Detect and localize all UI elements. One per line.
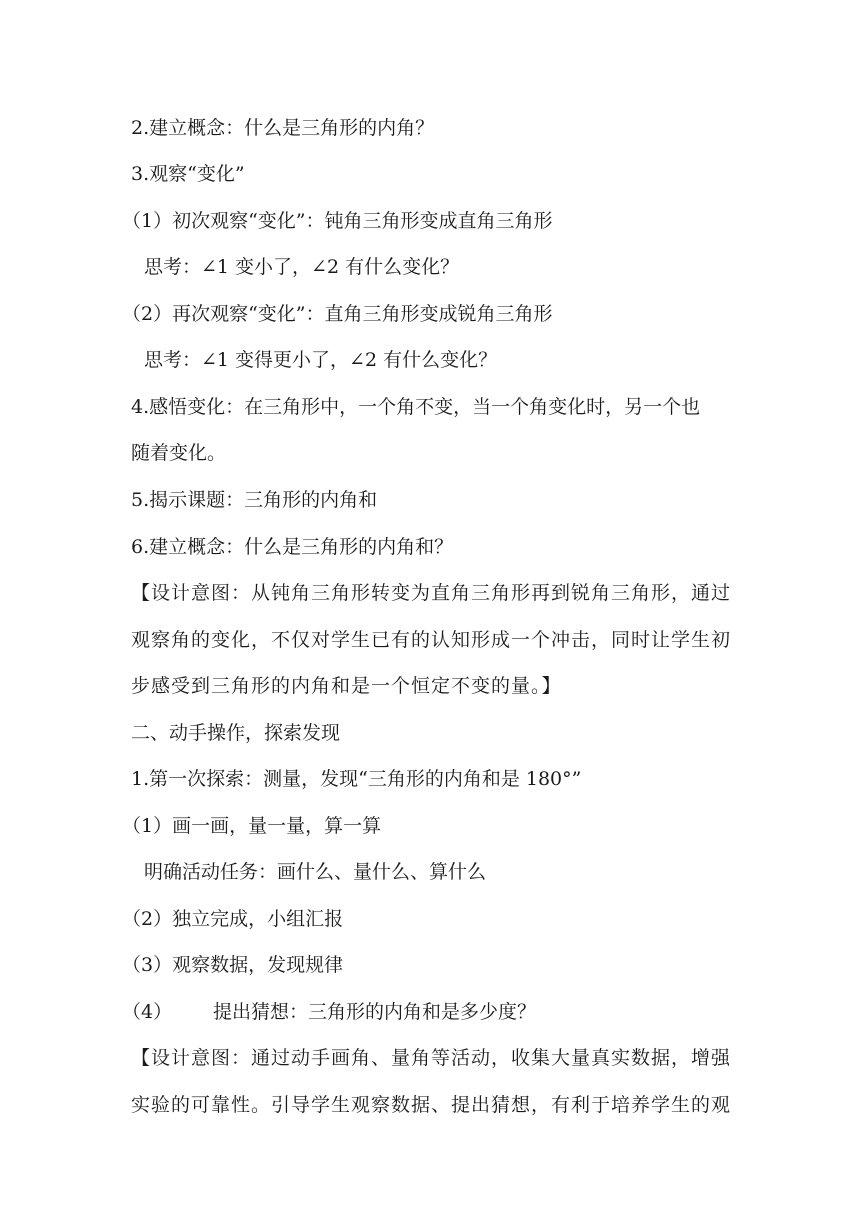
section-heading: 二、动手操作，探索发现: [131, 722, 341, 744]
text-line: 4.感悟变化：在三角形中，一个角不变，当一个角变化时，另一个也: [131, 396, 701, 418]
text-line: 3.观察“变化”: [131, 163, 245, 185]
design-intent-line: 步感受到三角形的内角和是一个恒定不变的量。】: [131, 675, 562, 697]
text-line: （2）独立完成，小组汇报: [122, 908, 344, 930]
text-line: 思考：∠1 变小了，∠2 有什么变化？: [144, 256, 460, 278]
design-intent-line: 观察角的变化，不仅对学生已有的认知形成一个冲击，同时让学生初: [131, 629, 732, 651]
list-marker: （4）: [122, 1001, 173, 1023]
text-line: （3）观察数据，发现规律: [122, 954, 344, 976]
text-line: 2.建立概念：什么是三角形的内角？: [131, 117, 435, 139]
text-line: （1）初次观察“变化”：钝角三角形变成直角三角形: [122, 210, 553, 232]
design-intent-line: 【设计意图：从钝角三角形转变为直角三角形再到锐角三角形，通过: [131, 582, 732, 604]
text-line: 明确活动任务：画什么、量什么、算什么: [144, 861, 487, 883]
text-line: （2）再次观察“变化”：直角三角形变成锐角三角形: [122, 303, 553, 325]
design-intent-line: 【设计意图：通过动手画角、量角等活动，收集大量真实数据，增强: [131, 1047, 732, 1069]
text-line: 1.第一次探索：测量，发现“三角形的内角和是 180°”: [131, 768, 582, 790]
text-line: 思考：∠1 变得更小了，∠2 有什么变化？: [144, 349, 498, 371]
text-line: 5.揭示课题：三角形的内角和: [131, 489, 378, 511]
design-intent-line: 实验的可靠性。引导学生观察数据、提出猜想，有利于培养学生的观: [131, 1094, 732, 1116]
text-line: 6.建立概念：什么是三角形的内角和？: [131, 536, 454, 558]
text-line: （1）画一画，量一量，算一算: [122, 815, 382, 837]
text-line: 提出猜想：三角形的内角和是多少度？: [213, 1001, 537, 1023]
text-line: 随着变化。: [131, 442, 227, 464]
